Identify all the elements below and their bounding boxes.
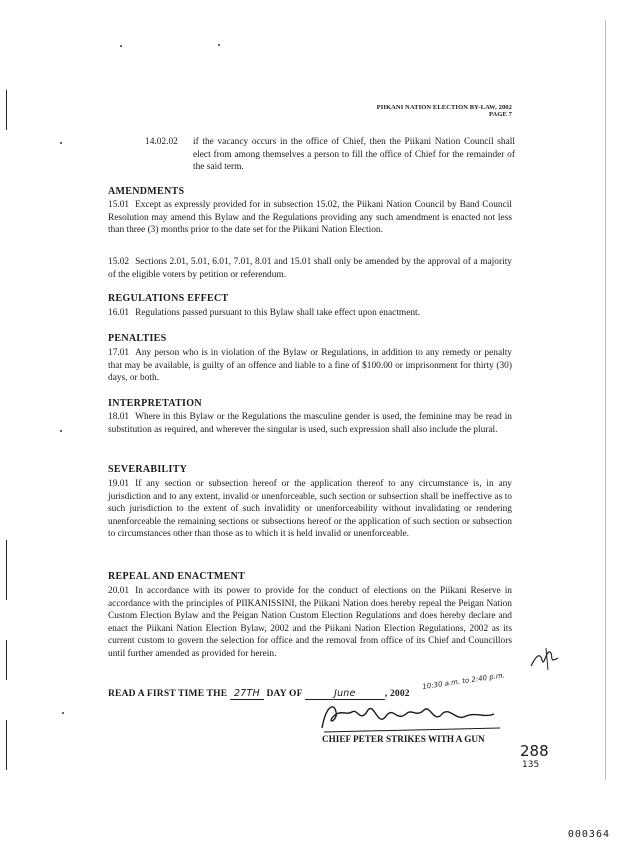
clause-text: Any person who is in violation of the Bylaw or Regulations, in addition to any remedy or penalty that may be available, is guilty of an offence and liable to a fine of $100.00 or imprisonment for thirty (30) days, or both. (108, 348, 512, 384)
clause-14-02-02 (145, 136, 515, 174)
reading-middle: DAY OF (266, 689, 303, 699)
section-title-severability: SEVERABILITY (108, 464, 188, 475)
clause-number: 17.01 (108, 348, 130, 358)
reading-prefix: READ A FIRST TIME THE (108, 689, 228, 699)
header-title: PIIKANI NATION ELECTION BY-LAW, 2002 (376, 104, 512, 111)
clause-text: Sections 2.01, 5.01, 6.01, 7.01, 8.01 and 15.01 shall only be amended by the approval of a majority of the eligible voters by petition or referendum. (108, 257, 512, 280)
section-title-regulations-effect: REGULATIONS EFFECT (108, 293, 229, 304)
clause-20-01 (108, 585, 512, 661)
section-title-penalties: PENALTIES (108, 333, 167, 344)
clause-text: If any section or subsection hereof or the application thereof to any circumstance is, in any jurisdiction and to any extent, invalid or unenforceable, such section or subsection shall be ineffective as to such jurisdiction to the extent of such invalidity or unenforceability without invalidating or rendering unenforceable the remaining sections or subsections hereof or the application of such section or subsection to circumstances other than those as to which it is held invalid or unenforceable. (108, 479, 512, 540)
reading-year: , 2002 (384, 689, 410, 699)
clause-number: 15.01 (108, 200, 130, 210)
clause-text: if the vacancy occurs in the office of Chief, then the Piikani Nation Council shall elect from among themselves a person to fill the office of Chief for the remainder of the said term. (193, 137, 515, 173)
running-header (377, 104, 512, 118)
handwritten-time-note: 10:30 a.m. to 2:40 p.m. (421, 671, 506, 691)
scan-dot (62, 712, 64, 714)
scan-dot (120, 45, 122, 47)
clause-number: 19.01 (108, 479, 130, 489)
section-title-interpretation: INTERPRETATION (108, 398, 202, 409)
clause-16-01 (108, 307, 512, 320)
clause-number: 14.02.02 (145, 137, 178, 147)
scan-mark (6, 90, 7, 130)
clause-number: 18.01 (108, 412, 130, 422)
bates-number: 000364 (567, 829, 610, 840)
clause-19-01 (108, 478, 512, 541)
clause-text: Except as expressly provided for in subsection 15.02, the Piikani Nation Council by Band Council Resolution may amend this Bylaw and the Regulations providing any such amendment is enacted not less than three (3) months prior to the date set for the Piikani Nation Election. (108, 200, 512, 236)
reading-month: June (305, 688, 385, 700)
scan-dot (60, 430, 62, 432)
initials-mark (528, 646, 562, 672)
scan-mark (6, 720, 7, 770)
scan-dot (60, 142, 62, 144)
header-page: PAGE 7 (488, 111, 512, 118)
section-title-amendments: AMENDMENTS (108, 186, 185, 197)
clause-number: 15.02 (108, 257, 130, 267)
clause-text: Where in this Bylaw or the Regulations the masculine gender is used, the feminine may be read in substitution as required, and wherever the singular is used, such expression shall also include the plural. (108, 412, 512, 435)
clause-number: 16.01 (108, 308, 130, 318)
chief-signature (316, 698, 506, 736)
scan-mark (6, 640, 7, 680)
clause-number: 20.01 (108, 586, 130, 596)
scan-dot (218, 44, 220, 46)
clause-15-01 (108, 199, 512, 237)
clause-17-01 (108, 347, 512, 385)
signatory-name: CHIEF PETER STRIKES WITH A GUN (322, 734, 485, 744)
scan-mark (605, 20, 606, 780)
section-title-repeal: REPEAL AND ENACTMENT (108, 571, 246, 582)
clause-15-02 (108, 256, 512, 281)
handwritten-page-number: 288 (520, 742, 549, 760)
scan-mark (6, 540, 7, 600)
clause-18-01 (108, 411, 512, 436)
clause-text: Regulations passed pursuant to this Bylaw shall take effect upon enactment. (135, 308, 421, 318)
reading-day: 27TH (230, 688, 264, 700)
clause-text: In accordance with its power to provide for the conduct of elections on the Piikani Reserve in accordance with the principles of PIIKANISSINI, the Piikani Nation does hereby repeal the Peigan Nation Custom Election Bylaw and the Peigan Nation Custom Election Regulations and does hereby declare and enact the Piikani Nation Election Bylaw, 2002 and the Piikani Nation Election Regulations, 2002 as its current custom to govern the selection for office and the removal from office of its Chief and Councillors until further amended as provided for herein. (108, 586, 512, 659)
small-page-number: 135 (522, 760, 540, 770)
